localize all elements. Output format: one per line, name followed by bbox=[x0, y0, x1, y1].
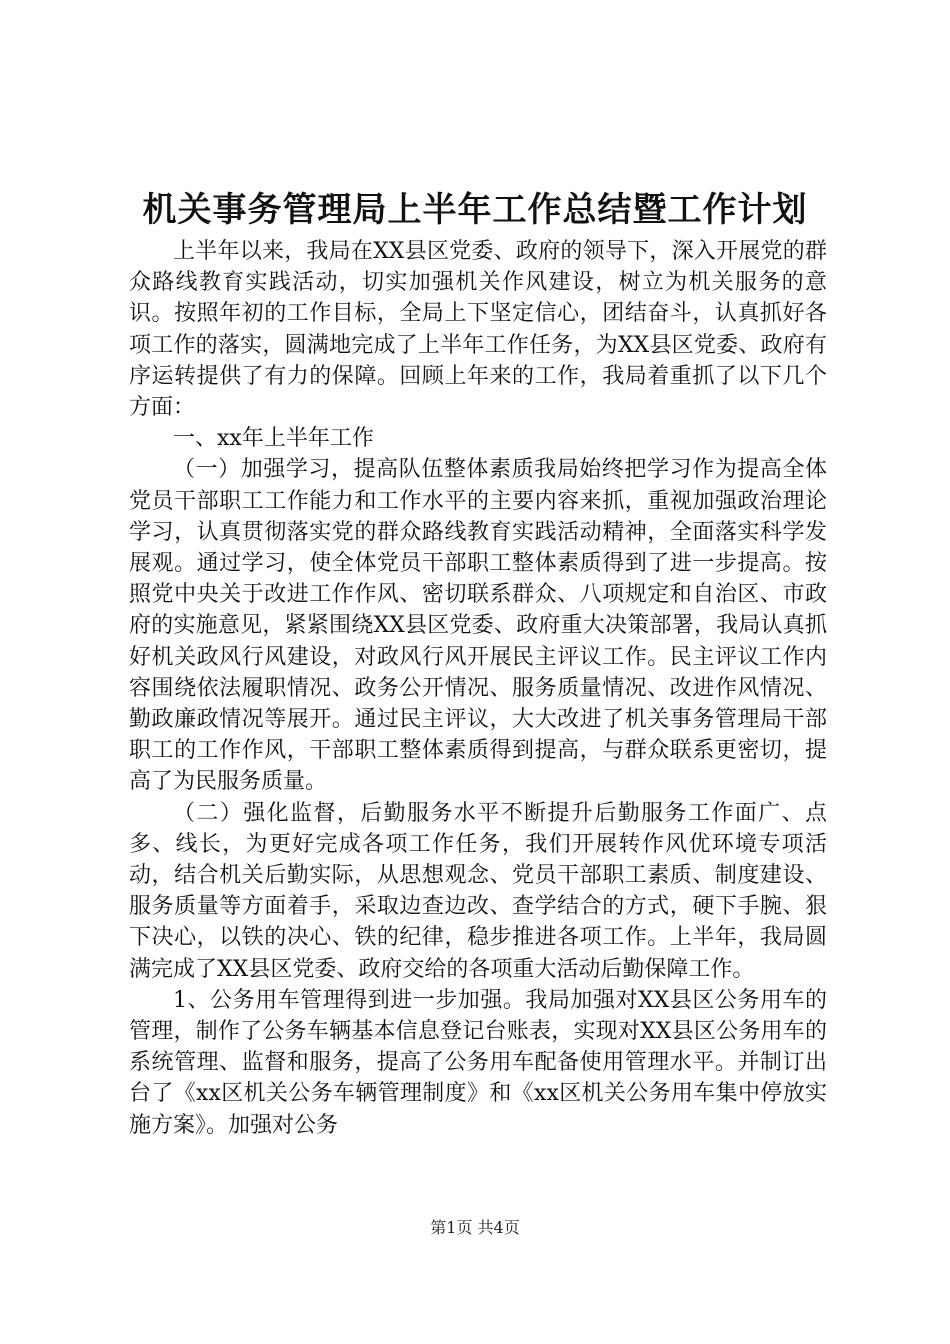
document-body bbox=[129, 236, 827, 1141]
page-number: 第1页 共4页 bbox=[430, 1218, 520, 1237]
document-title: 机关事务管理局上半年工作总结暨工作计划 bbox=[142, 190, 808, 230]
intro-paragraph: 上半年以来，我局在XX县区党委、政府的领导下，深入开展党的群众路线教育实践活动，切实加强机关作风建设，树立为机关服务的意识。按照年初的工作目标，全局上下坚定信心，团结奋斗，认真抓好各项工作的落实，圆满地完成了上半年工作任务，为XX县区党委、政府有序运转提供了有力的保障。回顾上年来的工作，我局着重抓了以下几个方面： bbox=[129, 239, 827, 421]
item-1-paragraph: 1、公务用车管理得到进一步加强。我局加强对XX县区公务用车的管理，制作了公务车辆基本信息登记台账表，实现对XX县区公务用车的系统管理、监督和服务，提高了公务用车配备使用管理水平。并制订出台了《xx区机关公务车辆管理制度》和《xx区机关公务用车集中停放实施方案》。加强对公务 bbox=[129, 987, 827, 1138]
section-1-paragraph: （一）加强学习，提高队伍整体素质我局始终把学习作为提高全体党员干部职工工作能力和工作水平的主要内容来抓，重视加强政治理论学习，认真贯彻落实党的群众路线教育实践活动精神，全面落实科学发展观。通过学习，使全体党员干部职工整体素质得到了进一步提高。按照党中央关于改进工作作风、密切联系群众、八项规定和自治区、市政府的实施意见，紧紧围绕XX县区党委、政府重大决策部署，我局认真抓好机关政风行风建设，对政风行风开展民主评议工作。民主评议工作内容围绕依法履职情况、政务公开情况、服务质量情况、改进作风情况、勤政廉政情况等展开。通过民主评议，大大改进了机关事务管理局干部职工的工作作风，干部职工整体素质得到提高，与群众联系更密切，提高了为民服务质量。 bbox=[129, 457, 827, 795]
section-heading: 一、xx年上半年工作 bbox=[173, 426, 374, 452]
section-2-paragraph: （二）强化监督，后勤服务水平不断提升后勤服务工作面广、点多、线长，为更好完成各项工作任务，我们开展转作风优环境专项活动，结合机关后勤实际，从思想观念、党员干部职工素质、制度建设、服务质量等方面着手，采取边查边改、查学结合的方式，硬下手腕、狠下决心，以铁的决心、铁的纪律，稳步推进各项工作。上半年，我局圆满完成了XX县区党委、政府交给的各项重大活动后勤保障工作。 bbox=[129, 800, 827, 982]
